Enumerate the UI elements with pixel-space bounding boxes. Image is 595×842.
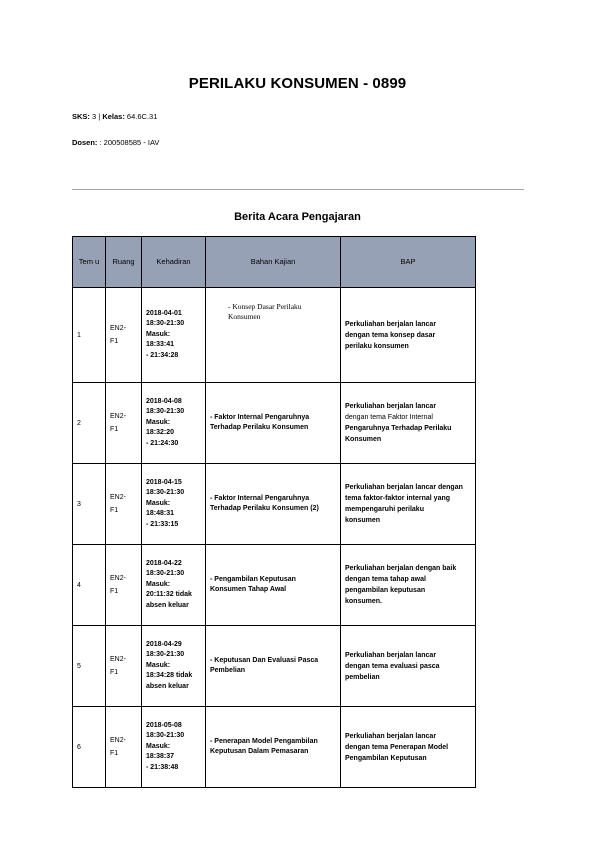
bahan-line: - Pengambilan Keputusan [210, 576, 296, 583]
cell-kehadiran [142, 707, 206, 788]
dosen-label: Dosen: [72, 138, 98, 147]
cell-bap [341, 288, 476, 383]
section-title: Berita Acara Pengajaran [234, 211, 361, 223]
bap-line: Perkuliahan berjalan lancar dengan [345, 484, 463, 491]
bahan-line: Terhadap Perilaku Konsumen [210, 424, 309, 431]
ruang-line: EN2- [110, 325, 126, 332]
ruang-line: F1 [110, 669, 119, 676]
bap-line: dengan tema Faktor Internal [345, 414, 433, 421]
kehadiran-line: 18:33:41 [146, 341, 175, 349]
cell-bahan-kajian [206, 707, 341, 788]
bap-line: pengambilan keputusan [345, 587, 426, 594]
ruang-line: EN2- [110, 575, 126, 582]
ruang-line: EN2- [110, 737, 126, 744]
bap-line: konsumen [345, 517, 381, 524]
table-row [73, 383, 476, 464]
cell-kehadiran [142, 626, 206, 707]
kehadiran-line: 2018-04-29 [146, 640, 182, 648]
kehadiran-line: Masuk: [146, 418, 171, 426]
table-row [73, 464, 476, 545]
cell-bahan-kajian [206, 288, 341, 383]
header-temu: Tem u [73, 237, 106, 288]
cell-bahan-kajian [206, 626, 341, 707]
cell-temu: 4 [73, 545, 106, 626]
kehadiran-line: Masuk: [146, 499, 171, 507]
ruang-line: EN2- [110, 413, 126, 420]
kehadiran-line: 18:30-21:30 [146, 651, 185, 659]
bahan-line: Terhadap Perilaku Konsumen (2) [210, 505, 319, 512]
cell-bap [341, 707, 476, 788]
ruang-line: F1 [110, 507, 119, 514]
bahan-line: - Faktor Internal Pengaruhnya [210, 495, 310, 502]
cell-temu: 1 [73, 288, 106, 383]
dosen-value: : 200508585 - IAV [99, 138, 160, 147]
bap-line: Perkuliahan berjalan lancar [345, 651, 437, 659]
header-kehadiran: Kehadiran [142, 237, 206, 288]
kehadiran-line: 18:30-21:30 [146, 408, 185, 416]
kelas-label: Kelas: [102, 112, 125, 121]
cell-bahan-kajian [206, 545, 341, 626]
bap-line: Perkuliahan berjalan lancar [345, 732, 437, 740]
kehadiran-line: - 21:34:28 [146, 351, 179, 359]
ruang-line: F1 [110, 588, 119, 595]
kehadiran-line: 2018-04-08 [146, 397, 182, 405]
cell-ruang [106, 288, 142, 383]
header-bahan-kajian: Bahan Kajian [206, 237, 341, 288]
divider [72, 189, 524, 190]
cell-bap [341, 383, 476, 464]
bap-line: Perkuliahan berjalan lancar [345, 403, 437, 410]
bahan-line: Konsumen [228, 312, 261, 321]
sks-value: 3 | [92, 112, 103, 121]
kehadiran-line: 2018-04-22 [146, 559, 182, 567]
kehadiran-line: - 21:33:15 [146, 520, 179, 528]
header-ruang: Ruang [106, 237, 142, 288]
cell-bahan-kajian [206, 464, 341, 545]
kehadiran-line: - 21:24:30 [146, 439, 179, 447]
table-row [73, 288, 476, 383]
bap-line: Pengambilan Keputusan [345, 754, 427, 762]
cell-temu: 6 [73, 707, 106, 788]
cell-bahan-kajian [206, 383, 341, 464]
kehadiran-line: Masuk: [146, 580, 171, 588]
bap-line: mempengaruhi perilaku [345, 506, 424, 513]
kehadiran-line: 18:34:28 tidak [146, 672, 193, 680]
bahan-line: Keputusan Dalam Pemasaran [210, 748, 309, 755]
kehadiran-line: 18:38:37 [146, 753, 175, 761]
kehadiran-line: 18:48:31 [146, 510, 175, 518]
kehadiran-line: Masuk: [146, 330, 171, 338]
kehadiran-line: 2018-04-15 [146, 478, 182, 486]
cell-ruang [106, 626, 142, 707]
kehadiran-line: Masuk: [146, 742, 171, 750]
kehadiran-line: 18:30-21:30 [146, 732, 185, 740]
kehadiran-line: 2018-05-08 [146, 721, 182, 729]
kehadiran-line: - 21:38:48 [146, 763, 179, 771]
bap-line: Konsumen [345, 436, 382, 443]
header-bap: BAP [341, 237, 476, 288]
kehadiran-line: 18:32:20 [146, 429, 175, 437]
cell-bap [341, 545, 476, 626]
table-row [73, 545, 476, 626]
cell-temu: 2 [73, 383, 106, 464]
bahan-line: Konsumen Tahap Awal [210, 586, 287, 593]
sks-label: SKS: [72, 112, 90, 121]
bahan-line: Pembelian [210, 667, 246, 674]
cell-ruang [106, 545, 142, 626]
bap-line: konsumen. [345, 598, 382, 605]
kehadiran-line: absen keluar [146, 601, 189, 609]
table-header-row [73, 237, 476, 288]
cell-bap [341, 464, 476, 545]
bap-line: dengan tema evaluasi pasca [345, 662, 440, 670]
kehadiran-line: absen keluar [146, 682, 189, 690]
cell-ruang [106, 464, 142, 545]
kehadiran-line: 18:30-21:30 [146, 489, 185, 497]
lecturer-line [72, 138, 159, 147]
bap-line: dengan tema konsep dasar [345, 331, 436, 339]
cell-kehadiran [142, 545, 206, 626]
ruang-line: EN2- [110, 656, 126, 663]
bahan-line: - Faktor Internal Pengaruhnya [210, 414, 310, 421]
kehadiran-line: 20:11:32 tidak [146, 591, 192, 599]
ruang-line: EN2- [110, 494, 126, 501]
bap-line: Perkuliahan berjalan dengan baik [345, 565, 457, 572]
kelas-value: 64.6C.31 [126, 112, 158, 121]
ruang-line: F1 [110, 426, 119, 433]
cell-ruang [106, 707, 142, 788]
ruang-line: F1 [110, 750, 119, 757]
bahan-line: - Konsep Dasar Perilaku [228, 302, 302, 311]
course-info-line [72, 112, 157, 121]
bap-line: Perkuliahan berjalan lancar [345, 320, 437, 328]
kehadiran-line: 18:30-21:30 [146, 320, 185, 328]
ruang-line: F1 [110, 338, 119, 345]
cell-temu: 3 [73, 464, 106, 545]
cell-kehadiran [142, 288, 206, 383]
kehadiran-line: Masuk: [146, 661, 171, 669]
bahan-line: - Penerapan Model Pengambilan [210, 738, 318, 745]
cell-temu: 5 [73, 626, 106, 707]
bahan-line: - Keputusan Dan Evaluasi Pasca [210, 657, 319, 664]
cell-bap [341, 626, 476, 707]
kehadiran-line: 18:30-21:30 [146, 570, 185, 578]
bap-line: pembelian [345, 673, 380, 681]
teaching-log-table [72, 236, 476, 788]
page-title: PERILAKU KONSUMEN - 0899 [188, 75, 407, 92]
bap-line: perilaku konsumen [345, 342, 409, 350]
cell-kehadiran [142, 464, 206, 545]
cell-ruang [106, 383, 142, 464]
cell-kehadiran [142, 383, 206, 464]
bap-line: tema faktor-faktor internal yang [345, 495, 451, 502]
bap-line: dengan tema tahap awal [345, 576, 426, 583]
bap-line: Pengaruhnya Terhadap Perilaku [345, 425, 452, 432]
bap-line: dengan tema Penerapan Model [345, 743, 449, 751]
kehadiran-line: 2018-04-01 [146, 309, 182, 317]
table-row [73, 707, 476, 788]
table-row [73, 626, 476, 707]
